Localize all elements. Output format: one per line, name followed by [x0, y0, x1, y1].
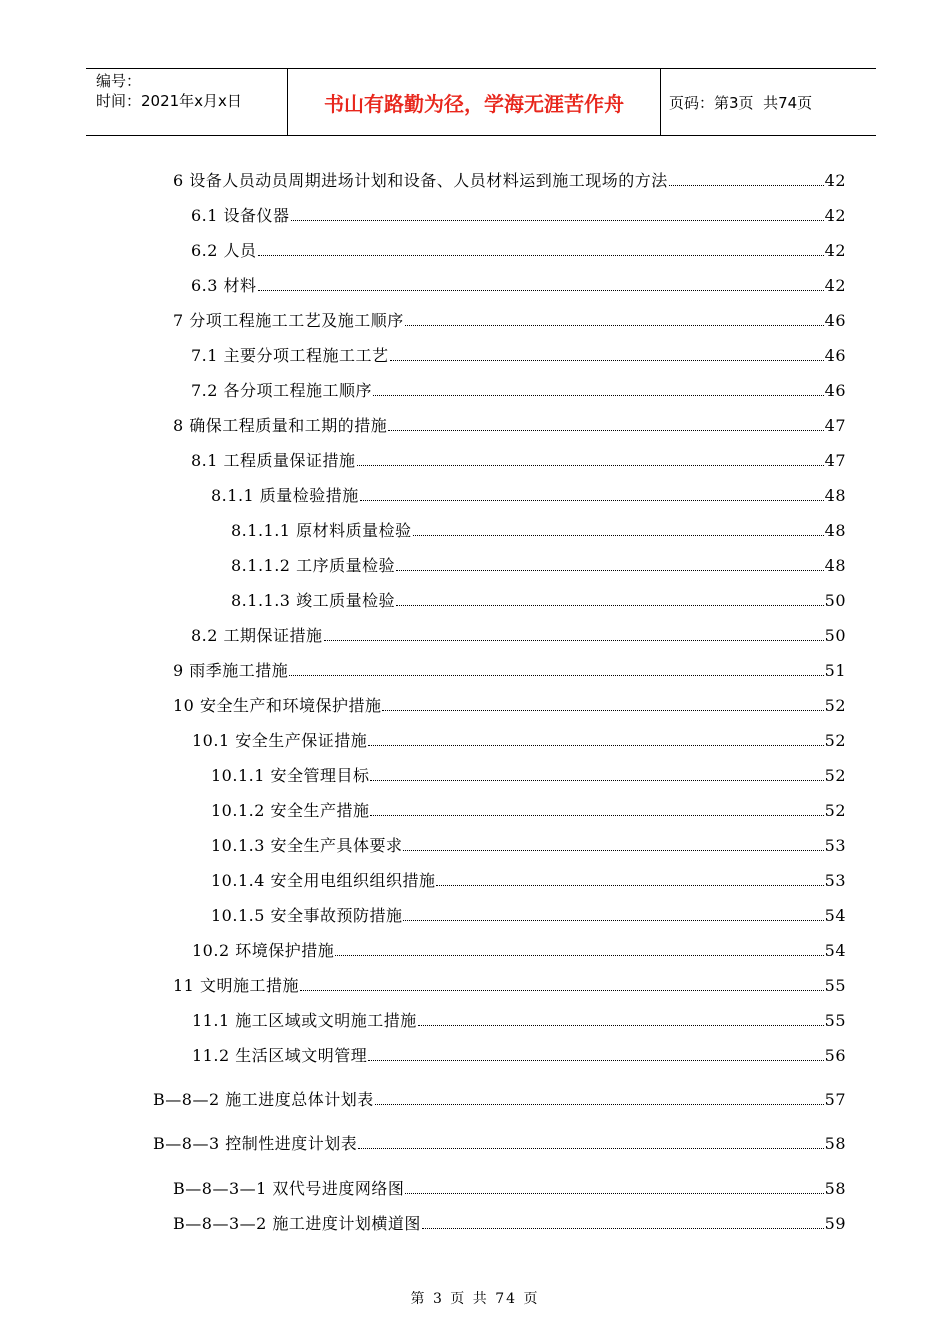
toc-entry[interactable]	[231, 517, 846, 541]
toc-entry-title: B—8—3—1 双代号进度网络图	[173, 1179, 405, 1198]
toc-dot-leader	[289, 675, 823, 676]
toc-entry[interactable]	[173, 657, 846, 681]
toc-entry-title: 10.1.1 安全管理目标	[211, 766, 370, 785]
toc-entry[interactable]	[231, 552, 846, 576]
toc-dot-leader	[291, 220, 824, 221]
toc-entry-page-number: 46	[824, 346, 846, 365]
toc-entry-page-number: 53	[824, 836, 846, 855]
toc-entry-title: 6 设备人员动员周期进场计划和设备、人员材料运到施工现场的方法	[173, 171, 668, 190]
toc-entry[interactable]	[231, 587, 846, 611]
toc-entry[interactable]	[191, 272, 846, 296]
toc-entry[interactable]	[211, 762, 846, 786]
toc-entry-page-number: 51	[824, 661, 846, 680]
toc-entry[interactable]	[173, 692, 846, 716]
toc-entry-page-number: 57	[824, 1090, 846, 1109]
toc-dot-leader	[360, 500, 824, 501]
toc-entry-title: 10.2 环境保护措施	[192, 941, 335, 960]
toc-entry-title: 6.1 设备仪器	[191, 206, 290, 225]
toc-entry[interactable]	[211, 902, 846, 926]
toc-dot-leader	[373, 395, 824, 396]
toc-entry-page-number: 50	[824, 591, 846, 610]
toc-dot-leader	[335, 955, 823, 956]
toc-dot-leader	[358, 1148, 823, 1149]
toc-entry-page-number: 48	[824, 486, 846, 505]
toc-entry[interactable]	[191, 202, 846, 226]
toc-entry[interactable]	[191, 237, 846, 261]
toc-dot-leader	[300, 990, 824, 991]
toc-entry[interactable]	[192, 727, 846, 751]
header-page-label: 页码：第3页 共74页	[669, 93, 813, 112]
toc-dot-leader	[436, 885, 823, 886]
toc-entry-page-number: 48	[824, 556, 846, 575]
toc-entry[interactable]	[191, 342, 846, 366]
toc-entry-title: 11.2 生活区域文明管理	[192, 1046, 368, 1065]
toc-dot-leader	[370, 780, 823, 781]
toc-entry[interactable]	[153, 1130, 846, 1154]
toc-dot-leader	[418, 1025, 824, 1026]
toc-entry-title: B—8—3 控制性进度计划表	[153, 1134, 358, 1153]
toc-entry-page-number: 42	[824, 171, 846, 190]
toc-entry[interactable]	[173, 307, 846, 331]
toc-entry[interactable]	[173, 412, 846, 436]
toc-entry-page-number: 47	[824, 416, 846, 435]
toc-dot-leader	[388, 430, 823, 431]
toc-dot-leader	[370, 815, 823, 816]
toc-entry-title: 10.1.4 安全用电组织组织措施	[211, 871, 436, 890]
toc-entry-title: 8.1 工程质量保证措施	[191, 451, 356, 470]
toc-entry-title: 7.1 主要分项工程施工工艺	[191, 346, 389, 365]
toc-entry-title: B—8—3—2 施工进度计划横道图	[173, 1214, 421, 1233]
toc-dot-leader	[405, 1193, 823, 1194]
toc-entry-page-number: 53	[824, 871, 846, 890]
toc-entry-page-number: 52	[824, 801, 846, 820]
toc-entry-page-number: 48	[824, 521, 846, 540]
toc-entry[interactable]	[173, 972, 846, 996]
toc-dot-leader	[357, 465, 824, 466]
toc-entry[interactable]	[192, 1007, 846, 1031]
page-footer: 第 3 页 共 74 页	[410, 1291, 540, 1307]
toc-entry-page-number: 55	[824, 976, 846, 995]
toc-entry-title: 8 确保工程质量和工期的措施	[173, 416, 388, 435]
toc-entry-title: 8.1.1.2 工序质量检验	[231, 556, 396, 575]
header-motto: 书山有路勤为径，学海无涯苦作舟	[287, 69, 661, 135]
toc-dot-leader	[382, 710, 823, 711]
toc-entry[interactable]	[191, 377, 846, 401]
toc-entry-title: 7.2 各分项工程施工顺序	[191, 381, 373, 400]
toc-dot-leader	[368, 745, 823, 746]
toc-entry-title: 9 雨季施工措施	[173, 661, 289, 680]
toc-entry-page-number: 52	[824, 766, 846, 785]
toc-entry-page-number: 58	[824, 1179, 846, 1198]
toc-entry-page-number: 58	[824, 1134, 846, 1153]
toc-entry-title: 10.1 安全生产保证措施	[192, 731, 368, 750]
toc-dot-leader	[258, 255, 824, 256]
toc-dot-leader	[324, 640, 824, 641]
toc-entry-page-number: 55	[824, 1011, 846, 1030]
toc-entry[interactable]	[191, 622, 846, 646]
toc-entry[interactable]	[173, 167, 846, 191]
toc-entry-title: 8.1.1 质量检验措施	[211, 486, 359, 505]
toc-entry[interactable]	[211, 482, 846, 506]
toc-entry[interactable]	[211, 832, 846, 856]
toc-entry[interactable]	[211, 867, 846, 891]
toc-entry[interactable]	[173, 1175, 846, 1199]
toc-entry-title: 11 文明施工措施	[173, 976, 299, 995]
toc-dot-leader	[405, 325, 824, 326]
toc-dot-leader	[403, 920, 823, 921]
toc-entry-title: B—8—2 施工进度总体计划表	[153, 1090, 374, 1109]
document-date-label: 时间：2021年x月x日	[96, 92, 242, 110]
toc-entry-title: 8.2 工期保证措施	[191, 626, 323, 645]
toc-entry-page-number: 52	[824, 696, 846, 715]
toc-entry-page-number: 42	[824, 276, 846, 295]
toc-entry-title: 11.1 施工区域或文明施工措施	[192, 1011, 417, 1030]
toc-dot-leader	[368, 1060, 823, 1061]
toc-entry[interactable]	[173, 1210, 846, 1234]
toc-entry-title: 10.1.3 安全生产具体要求	[211, 836, 403, 855]
toc-dot-leader	[258, 290, 824, 291]
toc-dot-leader	[403, 850, 823, 851]
toc-dot-leader	[396, 570, 824, 571]
toc-dot-leader	[413, 535, 824, 536]
toc-dot-leader	[422, 1228, 824, 1229]
toc-dot-leader	[669, 185, 824, 186]
toc-entry-title: 7 分项工程施工工艺及施工顺序	[173, 311, 404, 330]
toc-dot-leader	[396, 605, 824, 606]
toc-entry-title: 10.1.5 安全事故预防措施	[211, 906, 403, 925]
toc-entry[interactable]	[192, 1042, 846, 1066]
toc-entry[interactable]	[211, 797, 846, 821]
toc-dot-leader	[390, 360, 824, 361]
toc-entry[interactable]	[192, 937, 846, 961]
toc-entry[interactable]	[191, 447, 846, 471]
toc-entry-title: 10 安全生产和环境保护措施	[173, 696, 382, 715]
toc-entry-page-number: 54	[824, 941, 846, 960]
toc-entry-page-number: 50	[824, 626, 846, 645]
toc-entry-page-number: 46	[824, 311, 846, 330]
toc-entry-page-number: 42	[824, 206, 846, 225]
toc-entry-title: 6.2 人员	[191, 241, 257, 260]
toc-dot-leader	[375, 1104, 824, 1105]
toc-entry-page-number: 52	[824, 731, 846, 750]
toc-entry-page-number: 42	[824, 241, 846, 260]
toc-entry-title: 10.1.2 安全生产措施	[211, 801, 370, 820]
toc-entry-title: 8.1.1.3 竣工质量检验	[231, 591, 396, 610]
toc-entry-page-number: 59	[824, 1214, 846, 1233]
toc-entry-page-number: 54	[824, 906, 846, 925]
toc-entry-title: 6.3 材料	[191, 276, 257, 295]
toc-entry-page-number: 56	[824, 1046, 846, 1065]
toc-entry-title: 8.1.1.1 原材料质量检验	[231, 521, 412, 540]
document-number-label: 编号：	[96, 72, 142, 90]
toc-entry[interactable]	[153, 1086, 846, 1110]
toc-entry-page-number: 46	[824, 381, 846, 400]
toc-entry-page-number: 47	[824, 451, 846, 470]
